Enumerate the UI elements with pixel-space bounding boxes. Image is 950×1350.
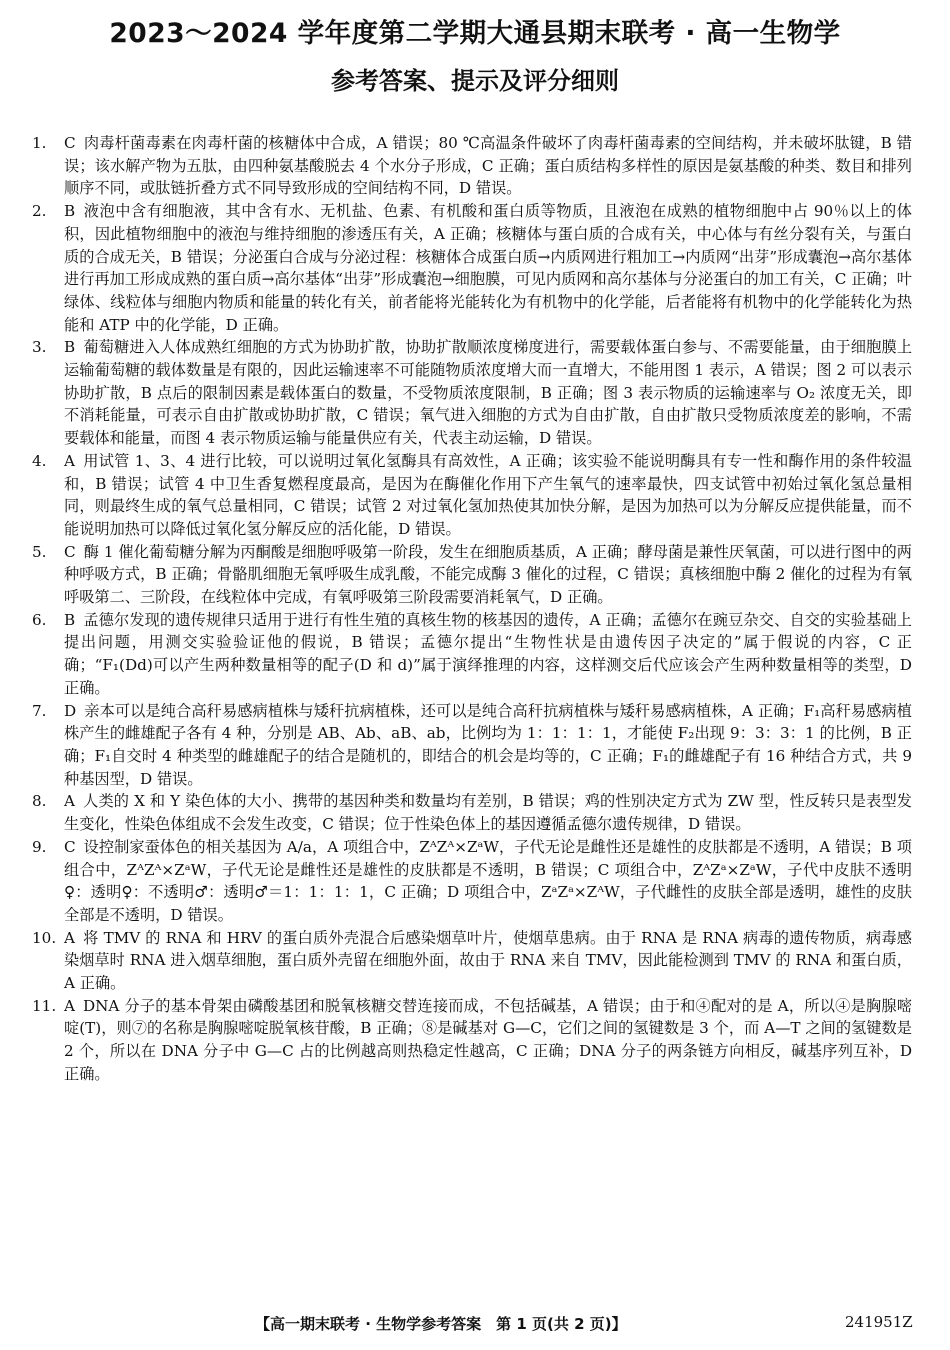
answer-item	[32, 200, 912, 336]
answer-item	[32, 836, 912, 927]
answer-number: 3.	[32, 338, 47, 357]
answer-explanation: 人类的 X 和 Y 染色体的大小、携带的基因种类和数量均有差别，B 错误；鸡的性别决定方式为 ZW 型，性反转只是表型发生变化，性染色体组成不会发生改变，C 错误；位于性染色体上的基因遵循孟德尔遗传规律，D 错误。	[64, 792, 912, 834]
answer-explanation: 葡萄糖进入人体成熟红细胞的方式为协助扩散，协助扩散顺浓度梯度进行，需要载体蛋白参与、不需要能量，由于细胞膜上运输葡萄糖的载体数量是有限的，因此运输速率不可能随物质浓度增大而一直增大，不能用图 1 表示，A 错误；图 2 可以表示协助扩散，B 点后的限制因素是载体蛋白的数量，不受物质浓度限制，B 正确；图 3 表示物质的运输速率与 O₂ 浓度无关，即不消耗能量，可表示自由扩散或协助扩散，C 错误；氧气进入细胞的方式为自由扩散，自由扩散只受物质浓度差的影响，不需要载体和能量，而图 4 表示物质运输与能量供应有关，代表主动运输，D 错误。	[64, 338, 912, 448]
answer-choice: A	[64, 928, 75, 947]
answer-item	[32, 132, 912, 200]
answer-choice: B	[64, 202, 76, 221]
page-subtitle: 参考答案、提示及评分细则	[331, 67, 619, 95]
answer-choice: B	[64, 338, 76, 357]
answer-list	[32, 132, 912, 1086]
answer-number: 5.	[32, 542, 47, 561]
answer-item	[32, 790, 912, 835]
answer-number: 11.	[32, 996, 57, 1015]
answer-explanation: 孟德尔发现的遗传规律只适用于进行有性生殖的真核生物的核基因的遗传，A 正确；孟德尔在豌豆杂交、自交的实验基础上提出问题，用测交实验验证他的假说，B 错误；孟德尔提出“生物性状是由遗传因子决定的”属于假说的内容，C 正确；“F₁(Dd)可以产生两种数量相等的配子(D 和 d)”属于演绎推理的内容，这样测交后代应该会产生两种数量相等的类型，D 正确。	[64, 610, 912, 697]
answer-number: 1.	[32, 134, 47, 152]
answer-item	[32, 609, 912, 700]
answer-choice: B	[64, 610, 76, 629]
answer-number: 2.	[32, 202, 47, 221]
answer-explanation: 亲本可以是纯合高秆易感病植株与矮秆抗病植株，还可以是纯合高秆抗病植株与矮秆易感病植株，A 正确；F₁高秆易感病植株产生的雌雄配子各有 4 种，分别是 AB、Ab、aB、ab，比例均为 1：1：1：1，才能使 F₂出现 9：3：3：1 的比例，B 正确；F₁自交时 4 种类型的雌雄配子的结合是随机的，即结合的机会是均等的，C 正确；F₁的雌雄配子有 16 种结合方式，共 9 种基因型，D 错误。	[64, 701, 912, 788]
answer-explanation: 用试管 1、3、4 进行比较，可以说明过氧化氢酶具有高效性，A 正确；该实验不能说明酶具有专一性和酶作用的条件较温和，B 错误；试管 4 中卫生香复燃程度最高，是因为在酶催化作用下产生氧气的速率最快，四支试管中初始过氧化氢总量相同，则最终生成的氧气总量相同，C 错误；试管 2 对过氧化氢加热使其加快分解，是因为加热可以为分解反应提供能量，而不能说明加热可以降低过氧化氢分解反应的活化能，D 错误。	[64, 451, 912, 538]
answer-choice: D	[64, 701, 77, 720]
page-footer: 【高一期末联考 · 生物学参考答案 第 1 页(共 2 页)】	[255, 1315, 627, 1333]
answer-explanation: 将 TMV 的 RNA 和 HRV 的蛋白质外壳混合后感染烟草叶片，使烟草患病。由于 RNA 是 RNA 病毒的遗传物质，病毒感染烟草时 RNA 进入烟草细胞，蛋白质外壳留在细胞外面，故由于 RNA 来自 TMV，因此能检测到 TMV 的 RNA 和蛋白质，A 正确。	[64, 928, 912, 993]
answer-choice: A	[64, 792, 75, 811]
answer-item	[32, 700, 912, 791]
answer-number: 8.	[32, 792, 47, 811]
answer-number: 4.	[32, 451, 47, 470]
answer-item	[32, 450, 912, 541]
answer-item	[32, 336, 912, 450]
answer-explanation: 设控制家蚕体色的相关基因为 A/a，A 项组合中，ZᴬZᴬ×ZᵃW，子代无论是雌性还是雄性的皮肤都是不透明，A 错误；B 项组合中，ZᴬZᴬ×ZᵃW，子代无论是雌性还是雄性的皮肤都是不透明，B 错误；C 项组合中，ZᴬZᵃ×ZᵃW，子代中皮肤不透明♀：透明♀：不透明♂：透明♂＝1：1：1：1，C 正确；D 项组合中，ZᵃZᵃ×ZᴬW，子代雌性的皮肤全部是透明，雄性的皮肤全部是不透明，D 错误。	[64, 837, 912, 924]
answer-number: 7.	[32, 701, 47, 720]
answer-explanation: DNA 分子的基本骨架由磷酸基团和脱氧核糖交替连接而成，不包括碱基，A 错误；由于和④配对的是 A，所以④是胸腺嘧啶(T)，则⑦的名称是胸腺嘧啶脱氧核苷酸，B 正确；⑧是碱基对 G—C，它们之间的氢键数是 3 个，而 A—T 之间的氢键数是 2 个，所以在 DNA 分子中 G—C 占的比例越高则热稳定性越高，C 正确；DNA 分子的两条链方向相反，碱基序列互补，D 正确。	[64, 996, 912, 1083]
answer-choice: C	[64, 837, 76, 856]
answer-choice: A	[64, 451, 75, 470]
answer-choice: C	[64, 134, 76, 152]
document-code: 241951Z	[845, 1313, 913, 1331]
answer-number: 10.	[32, 928, 57, 947]
answer-item	[32, 927, 912, 995]
answer-choice: C	[64, 542, 76, 561]
answer-number: 9.	[32, 837, 47, 856]
answer-explanation: 酶 1 催化葡萄糖分解为丙酮酸是细胞呼吸第一阶段，发生在细胞质基质，A 正确；酵母菌是兼性厌氧菌，可以进行图中的两种呼吸方式，B 正确；骨骼肌细胞无氧呼吸生成乳酸，不能完成酶 3 催化的过程，C 错误；真核细胞中酶 2 催化的过程为有氧呼吸第二、三阶段，在线粒体中完成，有氧呼吸第三阶段需要消耗氧气，D 正确。	[64, 542, 912, 607]
answer-explanation: 液泡中含有细胞液，其中含有水、无机盐、色素、有机酸和蛋白质等物质，且液泡在成熟的植物细胞中占 90％以上的体积，因此植物细胞中的液泡与维持细胞的渗透压有关，A 正确；核糖体与蛋白质的合成有关，中心体与有丝分裂有关，与蛋白质的合成无关，B 错误；分泌蛋白合成与分泌过程：核糖体合成蛋白质→内质网进行粗加工→内质网“出芽”形成囊泡→高尔基体进行再加工形成成熟的蛋白质→高尔基体“出芽”形成囊泡→细胞膜，可见内质网和高尔基体与分泌蛋白的加工有关，C 正确；叶绿体、线粒体与细胞内物质和能量的转化有关，前者能将光能转化为有机物中的化学能，后者能将有机物中的化学能转化为热能和 ATP 中的化学能，D 正确。	[64, 202, 912, 334]
page-title: 2023～2024 学年度第二学期大通县期末联考 · 高一生物学	[109, 18, 841, 49]
answer-item	[32, 995, 912, 1086]
answer-item	[32, 541, 912, 609]
answer-number: 6.	[32, 610, 47, 629]
answer-explanation: 肉毒杆菌毒素在肉毒杆菌的核糖体中合成，A 错误；80 ℃高温条件破坏了肉毒杆菌毒素的空间结构，并未破坏肽键，B 错误；该水解产物为五肽，由四种氨基酸脱去 4 个水分子形成，C 正确；蛋白质结构多样性的原因是氨基酸的种类、数目和排列顺序不同，或肽链折叠方式不同导致形成的空间结构不同，D 错误。	[64, 134, 912, 198]
answer-choice: A	[64, 996, 75, 1015]
